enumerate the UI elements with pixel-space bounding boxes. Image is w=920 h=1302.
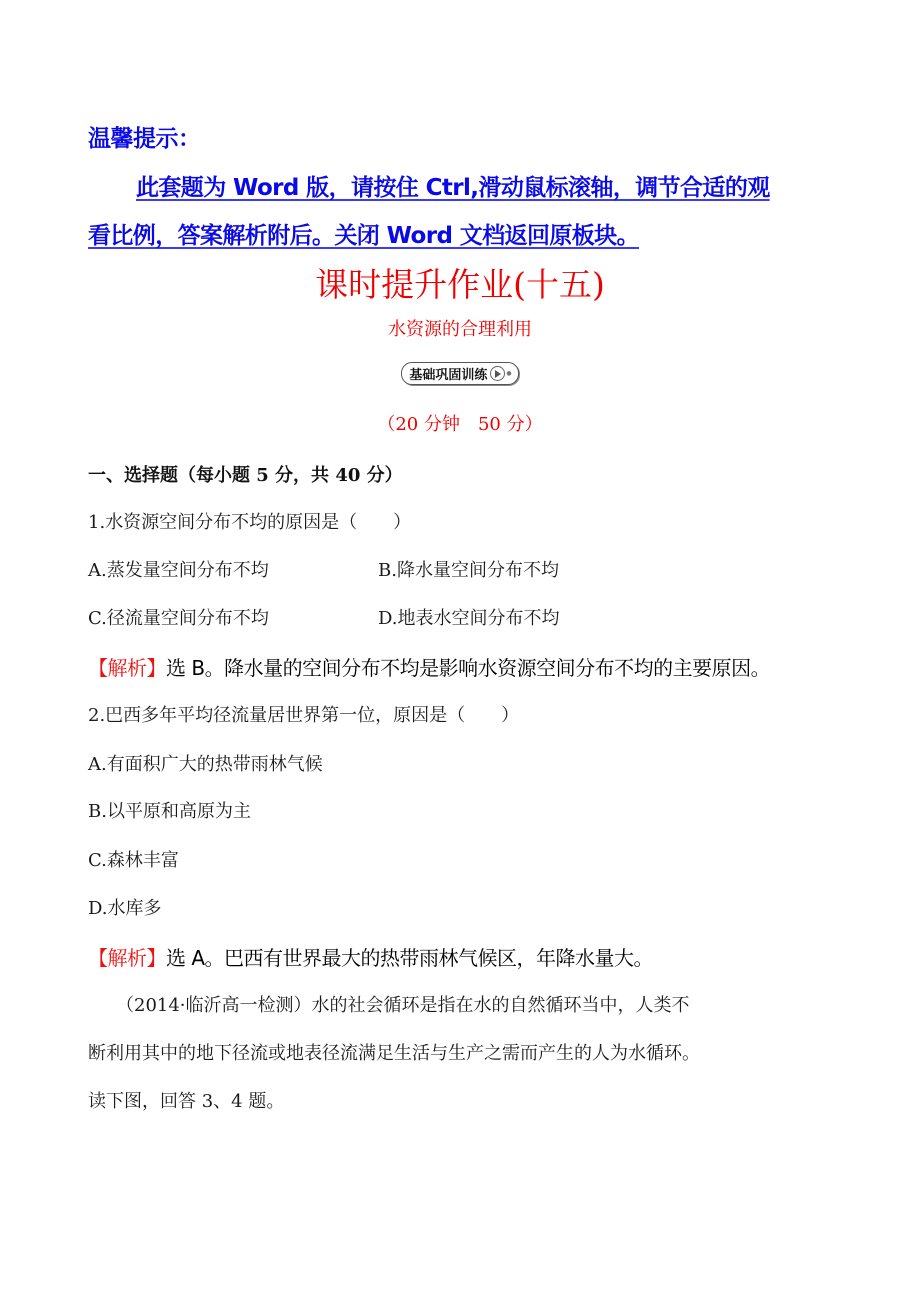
question-2-analysis: [88, 942, 653, 971]
question-2-option-b: B.以平原和高原为主: [88, 801, 251, 822]
time-info: （20 分钟 50 分）: [377, 414, 543, 435]
question-2-option-c: C.森林丰富: [88, 850, 179, 871]
badge-label: 基础巩固训练: [409, 368, 488, 383]
analysis-tag: 【解析】: [88, 946, 166, 970]
badge-container: [0, 362, 920, 385]
basic-training-badge: [401, 362, 518, 385]
page-title: 课时提升作业(十五): [315, 265, 605, 304]
question-2-stem: 2.巴西多年平均径流量居世界第一位，原因是（ ）: [88, 705, 520, 726]
play-icon: [490, 366, 505, 381]
question-2-option-d: D.水库多: [88, 898, 162, 919]
registered-mark-icon: ●: [506, 370, 512, 377]
page-subtitle: 水资源的合理利用: [388, 319, 532, 340]
question-2-option-a: A.有面积广大的热带雨林气候: [88, 754, 323, 775]
analysis-text: 选 B。降水量的空间分布不均是影响水资源空间分布不均的主要原因。: [166, 656, 771, 680]
passage-line-2: 断利用其中的地下径流或地表径流满足生活与生产之需而产生的人为水循环。: [88, 1043, 700, 1064]
passage-line-3: 读下图，回答 3、4 题。: [88, 1091, 285, 1112]
question-1-option-c: C.径流量空间分布不均: [88, 608, 269, 629]
analysis-tag: 【解析】: [88, 656, 166, 680]
question-1-analysis: [88, 652, 770, 681]
notice-line-2: 看比例，答案解析附后。关闭 Word 文档返回原板块。: [88, 223, 639, 249]
analysis-text: 选 A。巴西有世界最大的热带雨林气候区，年降水量大。: [166, 946, 654, 970]
question-1-stem: 1.水资源空间分布不均的原因是（ ）: [88, 512, 412, 533]
question-1-option-b: B.降水量空间分布不均: [378, 560, 559, 581]
notice-heading: 温馨提示：: [88, 126, 201, 152]
question-1-option-a: A.蒸发量空间分布不均: [88, 560, 269, 581]
question-1-option-d: D.地表水空间分布不均: [378, 608, 560, 629]
passage-line-1: （2014·临沂高一检测）水的社会循环是指在水的自然循环当中，人类不: [116, 995, 690, 1016]
section-heading: 一、选择题（每小题 5 分，共 40 分）: [88, 465, 403, 486]
notice-line-1: 此套题为 Word 版，请按住 Ctrl,滑动鼠标滚轴，调节合适的观: [136, 175, 770, 201]
